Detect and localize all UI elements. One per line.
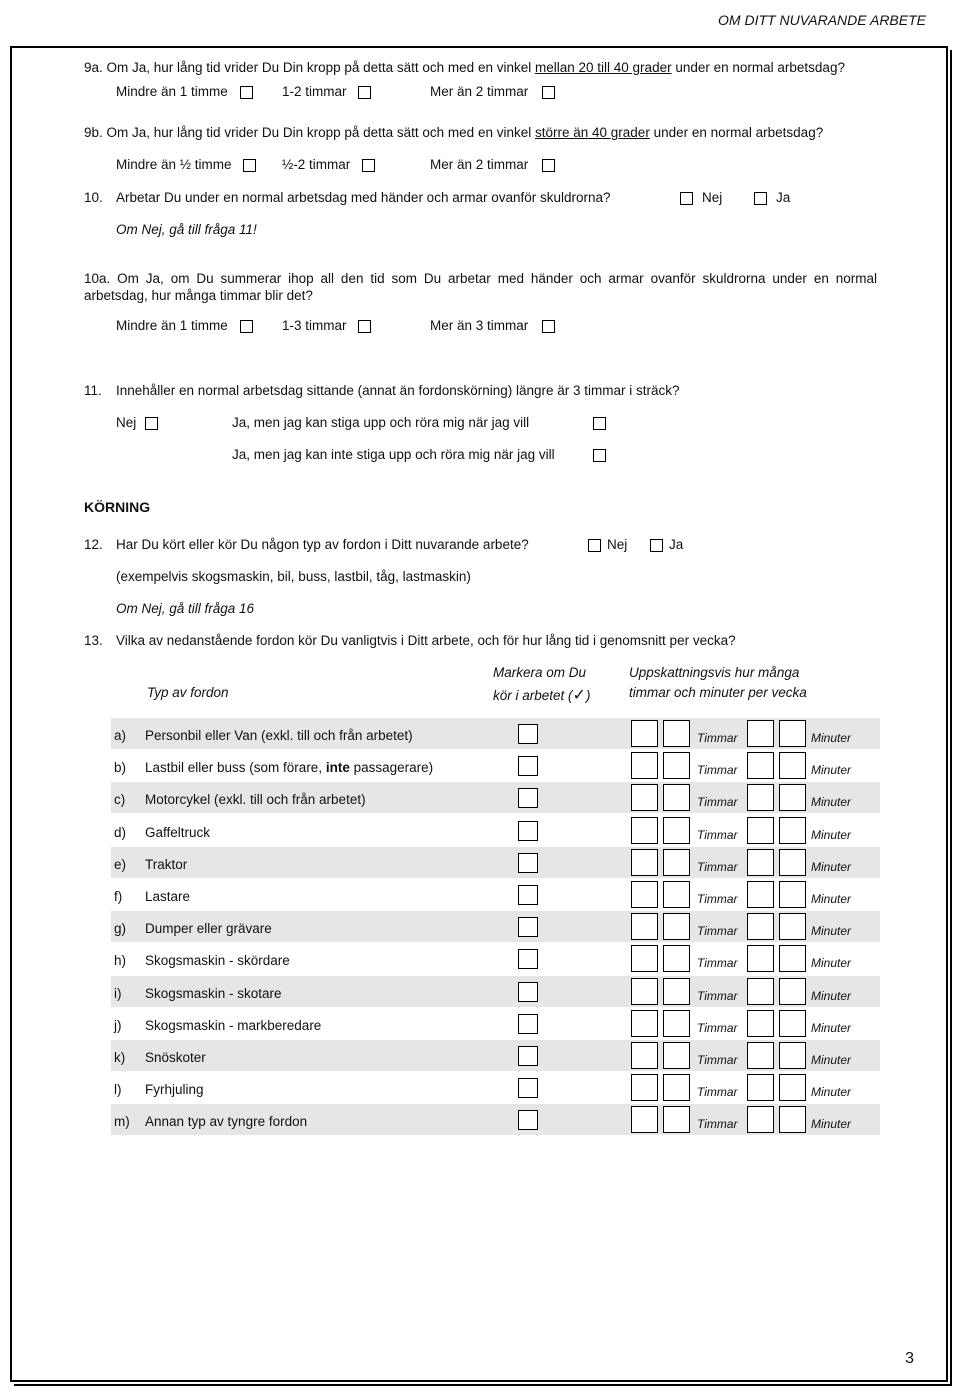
drives-checkbox[interactable] (518, 917, 538, 937)
q10-question: Arbetar Du under en normal arbetsdag med händer och armar ovanför skuldrorna? (116, 190, 611, 205)
hours-digit-2[interactable] (663, 849, 690, 876)
minutes-unit-label: Minuter (811, 859, 852, 874)
table-row (111, 911, 880, 942)
minutes-digit-2[interactable] (779, 945, 806, 972)
q10-skip-note: Om Nej, gå till fråga 11! (116, 222, 257, 237)
table-row (111, 815, 880, 846)
table-row (111, 782, 880, 813)
table-row (111, 1008, 880, 1039)
minutes-unit-label: Minuter (811, 763, 852, 778)
vehicle-name: Lastare (145, 889, 191, 904)
q11-checkbox-yes-2[interactable] (593, 449, 606, 462)
drives-checkbox[interactable] (518, 788, 538, 808)
q10a-option-3: Mer än 3 timmar (430, 318, 529, 333)
page-frame (10, 46, 948, 1382)
hours-unit-label: Timmar (697, 956, 738, 971)
minutes-digit-1[interactable] (747, 1010, 774, 1037)
minutes-unit-label: Minuter (811, 1053, 852, 1067)
q10a-option-2: 1-3 timmar (282, 318, 347, 333)
hours-digit-2[interactable] (663, 752, 690, 779)
q9a-option-3: Mer än 2 timmar (430, 84, 529, 99)
hours-unit-label: Timmar (697, 1020, 738, 1035)
hours-digit-1[interactable] (631, 1042, 658, 1069)
minutes-unit-label: Minuter (811, 1085, 852, 1100)
hours-digit-1[interactable] (631, 881, 658, 908)
vehicle-name: Dumper eller grävare (145, 921, 272, 937)
q9b-checkbox-3[interactable] (542, 159, 555, 172)
minutes-unit-label: Minuter (811, 827, 852, 842)
q11-checkbox-yes-1[interactable] (593, 417, 606, 430)
minutes-digit-1[interactable] (747, 720, 774, 747)
minutes-digit-2[interactable] (779, 1010, 806, 1037)
minutes-digit-1[interactable] (747, 913, 774, 940)
row-letter: l) (114, 1082, 122, 1098)
q9b-option-1: Mindre än ½ timme (116, 157, 232, 172)
q10a-question: 10a. Om Ja, om Du summerar ihop all den tid som Du arbetar med händer och armar ovanför skuldrorna under en normal arbetsdag, hur många timmar blir det? (84, 271, 877, 303)
q9b-option-3: Mer än 2 timmar (430, 157, 529, 172)
q10-label-yes: Ja (776, 190, 791, 205)
row-letter: j) (114, 1017, 122, 1033)
hours-digit-1[interactable] (631, 1010, 658, 1037)
minutes-digit-1[interactable] (747, 849, 774, 876)
minutes-digit-2[interactable] (779, 913, 806, 940)
q12-label-no: Nej (607, 537, 628, 552)
hours-unit-label: Timmar (697, 924, 738, 939)
drives-checkbox[interactable] (518, 821, 538, 841)
q9a-checkbox-3[interactable] (542, 86, 555, 99)
vehicle-name: Gaffeltruck (145, 824, 211, 840)
vehicle-name: Traktor (145, 856, 188, 872)
drives-checkbox[interactable] (518, 1078, 538, 1098)
checkmark-icon: ✓ (572, 687, 586, 704)
vehicle-name: Lastbil eller buss (som förare, inte passagerare) (145, 760, 434, 776)
row-letter: m) (114, 1114, 130, 1130)
vehicle-name: Fyrhjuling (145, 1082, 204, 1098)
row-letter: d) (114, 824, 127, 840)
table-row (111, 718, 880, 749)
minutes-digit-1[interactable] (747, 945, 774, 972)
drives-checkbox[interactable] (518, 756, 538, 776)
minutes-digit-2[interactable] (779, 1042, 806, 1069)
minutes-digit-1[interactable] (747, 978, 774, 1005)
hours-digit-1[interactable] (631, 1106, 658, 1133)
hours-unit-label: Timmar (697, 1053, 738, 1067)
col-header-mark-1: Markera om Du (493, 665, 587, 680)
hours-digit-2[interactable] (663, 720, 690, 747)
hours-unit-label: Timmar (697, 892, 738, 906)
row-letter: c) (114, 792, 126, 808)
hours-unit-label: Timmar (697, 827, 738, 842)
table-row (111, 750, 880, 781)
minutes-digit-1[interactable] (747, 752, 774, 779)
drives-checkbox[interactable] (518, 853, 538, 873)
q9a-checkbox-2[interactable] (358, 86, 371, 99)
col-header-mark-2: kör i arbetet (✓) (493, 687, 591, 704)
page-header: OM DITT NUVARANDE ARBETE (718, 12, 926, 28)
minutes-unit-label: Minuter (811, 1020, 852, 1035)
minutes-unit-label: Minuter (811, 731, 852, 745)
q12-question: Har Du kört eller kör Du någon typ av fordon i Ditt nuvarande arbete? (116, 537, 529, 552)
row-letter: g) (114, 921, 127, 937)
drives-checkbox[interactable] (518, 1110, 538, 1130)
q9b-question: 9b. Om Ja, hur lång tid vrider Du Din kropp på detta sätt och med en vinkel större än 40 grader under en normal arbetsdag? (84, 125, 824, 140)
minutes-unit-label: Minuter (811, 892, 852, 906)
minutes-digit-2[interactable] (779, 849, 806, 876)
hours-unit-label: Timmar (697, 731, 738, 745)
table-row (111, 976, 880, 1007)
drives-checkbox[interactable] (518, 949, 538, 969)
drives-checkbox[interactable] (518, 724, 538, 744)
minutes-digit-2[interactable] (779, 881, 806, 908)
q9b-option-2: ½-2 timmar (282, 157, 351, 172)
q11-label-yes-2: Ja, men jag kan inte stiga upp och röra mig när jag vill (232, 447, 555, 462)
row-letter: i) (114, 985, 122, 1001)
q11-label-yes-1: Ja, men jag kan stiga upp och röra mig när jag vill (232, 415, 530, 430)
minutes-digit-2[interactable] (779, 752, 806, 779)
hours-digit-2[interactable] (663, 881, 690, 908)
minutes-unit-label: Minuter (811, 988, 852, 1003)
vehicle-name: Annan typ av tyngre fordon (145, 1114, 308, 1130)
minutes-digit-2[interactable] (779, 817, 806, 844)
vehicle-name: Motorcykel (exkl. till och från arbetet) (145, 792, 366, 808)
hours-digit-1[interactable] (631, 945, 658, 972)
q10a-checkbox-3[interactable] (542, 320, 555, 333)
hours-digit-1[interactable] (631, 752, 658, 779)
hours-unit-label: Timmar (697, 1085, 738, 1100)
q11-question: Innehåller en normal arbetsdag sittande (annat än fordonskörning) längre är 3 timmar i sträck? (116, 383, 680, 398)
hours-digit-1[interactable] (631, 913, 658, 940)
minutes-digit-2[interactable] (779, 1074, 806, 1101)
q9a-option-1: Mindre än 1 timme (116, 84, 228, 99)
minutes-unit-label: Minuter (811, 924, 852, 939)
hours-digit-2[interactable] (663, 913, 690, 940)
hours-digit-2[interactable] (663, 1106, 690, 1133)
vehicle-name: Snöskoter (145, 1050, 206, 1065)
minutes-unit-label: Minuter (811, 956, 852, 971)
q11-checkbox-no[interactable] (145, 417, 158, 430)
table-row (111, 1072, 880, 1103)
hours-digit-1[interactable] (631, 720, 658, 747)
drives-checkbox[interactable] (518, 1046, 538, 1066)
col-header-time-2: timmar och minuter per vecka (629, 685, 807, 700)
q12-label-yes: Ja (669, 537, 684, 552)
hours-digit-1[interactable] (631, 817, 658, 844)
q11-label-no: Nej (116, 415, 137, 430)
q13-question: Vilka av nedanstående fordon kör Du vanligtvis i Ditt arbete, och för hur lång tid i genomsnitt per vecka? (116, 633, 736, 648)
row-letter: h) (114, 953, 127, 969)
q9b-checkbox-2[interactable] (362, 159, 375, 172)
q10-label-no: Nej (702, 190, 723, 205)
q12-skip-note: Om Nej, gå till fråga 16 (116, 601, 255, 616)
q10a-checkbox-2[interactable] (358, 320, 371, 333)
q10-checkbox-no[interactable] (680, 192, 693, 205)
hours-digit-2[interactable] (663, 945, 690, 972)
row-letter: f) (114, 889, 123, 904)
minutes-digit-1[interactable] (747, 784, 774, 811)
q12-checkbox-yes[interactable] (650, 539, 663, 552)
row-letter: b) (114, 760, 127, 776)
minutes-digit-1[interactable] (747, 881, 774, 908)
hours-digit-2[interactable] (663, 817, 690, 844)
q10-number: 10. (84, 190, 103, 205)
table-row (111, 847, 880, 878)
hours-digit-1[interactable] (631, 1074, 658, 1101)
table-row (111, 1104, 880, 1135)
minutes-unit-label: Minuter (811, 795, 852, 810)
hours-digit-1[interactable] (631, 849, 658, 876)
hours-digit-2[interactable] (663, 1010, 690, 1037)
drives-checkbox[interactable] (518, 982, 538, 1002)
hours-unit-label: Timmar (697, 1117, 738, 1132)
hours-unit-label: Timmar (697, 763, 738, 778)
minutes-digit-1[interactable] (747, 1042, 774, 1069)
row-letter: a) (114, 728, 127, 743)
minutes-digit-1[interactable] (747, 817, 774, 844)
page-number: 3 (905, 1350, 914, 1367)
q9a-question: 9a. Om Ja, hur lång tid vrider Du Din kropp på detta sätt och med en vinkel mellan 20 till 40 grader under en normal arbetsdag? (84, 60, 845, 75)
minutes-unit-label: Minuter (811, 1117, 852, 1132)
vehicle-name: Skogsmaskin - markberedare (145, 1017, 322, 1033)
hours-digit-2[interactable] (663, 978, 690, 1005)
hours-digit-1[interactable] (631, 784, 658, 811)
drives-checkbox[interactable] (518, 885, 538, 905)
table-row (111, 1040, 880, 1071)
vehicle-name: Skogsmaskin - skördare (145, 953, 290, 969)
minutes-digit-1[interactable] (747, 1074, 774, 1101)
table-row (111, 879, 880, 910)
drives-checkbox[interactable] (518, 1014, 538, 1034)
hours-digit-2[interactable] (663, 1042, 690, 1069)
hours-unit-label: Timmar (697, 795, 738, 810)
q11-number: 11. (84, 383, 102, 398)
hours-digit-2[interactable] (663, 784, 690, 811)
hours-unit-label: Timmar (697, 859, 738, 874)
minutes-digit-2[interactable] (779, 720, 806, 747)
row-letter: k) (114, 1050, 126, 1065)
q12-checkbox-no[interactable] (588, 539, 601, 552)
hours-digit-2[interactable] (663, 1074, 690, 1101)
q10a-option-1: Mindre än 1 timme (116, 318, 228, 333)
minutes-digit-1[interactable] (747, 1106, 774, 1133)
vehicle-name: Skogsmaskin - skotare (145, 985, 282, 1001)
q9a-checkbox-1[interactable] (240, 86, 253, 99)
col-header-time-1: Uppskattningsvis hur många (629, 665, 800, 680)
hours-digit-1[interactable] (631, 978, 658, 1005)
row-letter: e) (114, 856, 127, 872)
q10a-checkbox-1[interactable] (240, 320, 253, 333)
minutes-digit-2[interactable] (779, 1106, 806, 1133)
section-heading: KÖRNING (84, 499, 151, 515)
table-row (111, 943, 880, 974)
q9b-checkbox-1[interactable] (243, 159, 256, 172)
vehicle-name: Personbil eller Van (exkl. till och från arbetet) (145, 728, 413, 743)
hours-unit-label: Timmar (697, 988, 738, 1003)
q13-number: 13. (84, 633, 103, 648)
q9a-option-2: 1-2 timmar (282, 84, 347, 99)
q12-number: 12. (84, 537, 103, 552)
minutes-digit-2[interactable] (779, 978, 806, 1005)
col-header-type: Typ av fordon (147, 685, 229, 700)
minutes-digit-2[interactable] (779, 784, 806, 811)
q10-checkbox-yes[interactable] (754, 192, 767, 205)
q12-example: (exempelvis skogsmaskin, bil, buss, lastbil, tåg, lastmaskin) (116, 569, 471, 584)
